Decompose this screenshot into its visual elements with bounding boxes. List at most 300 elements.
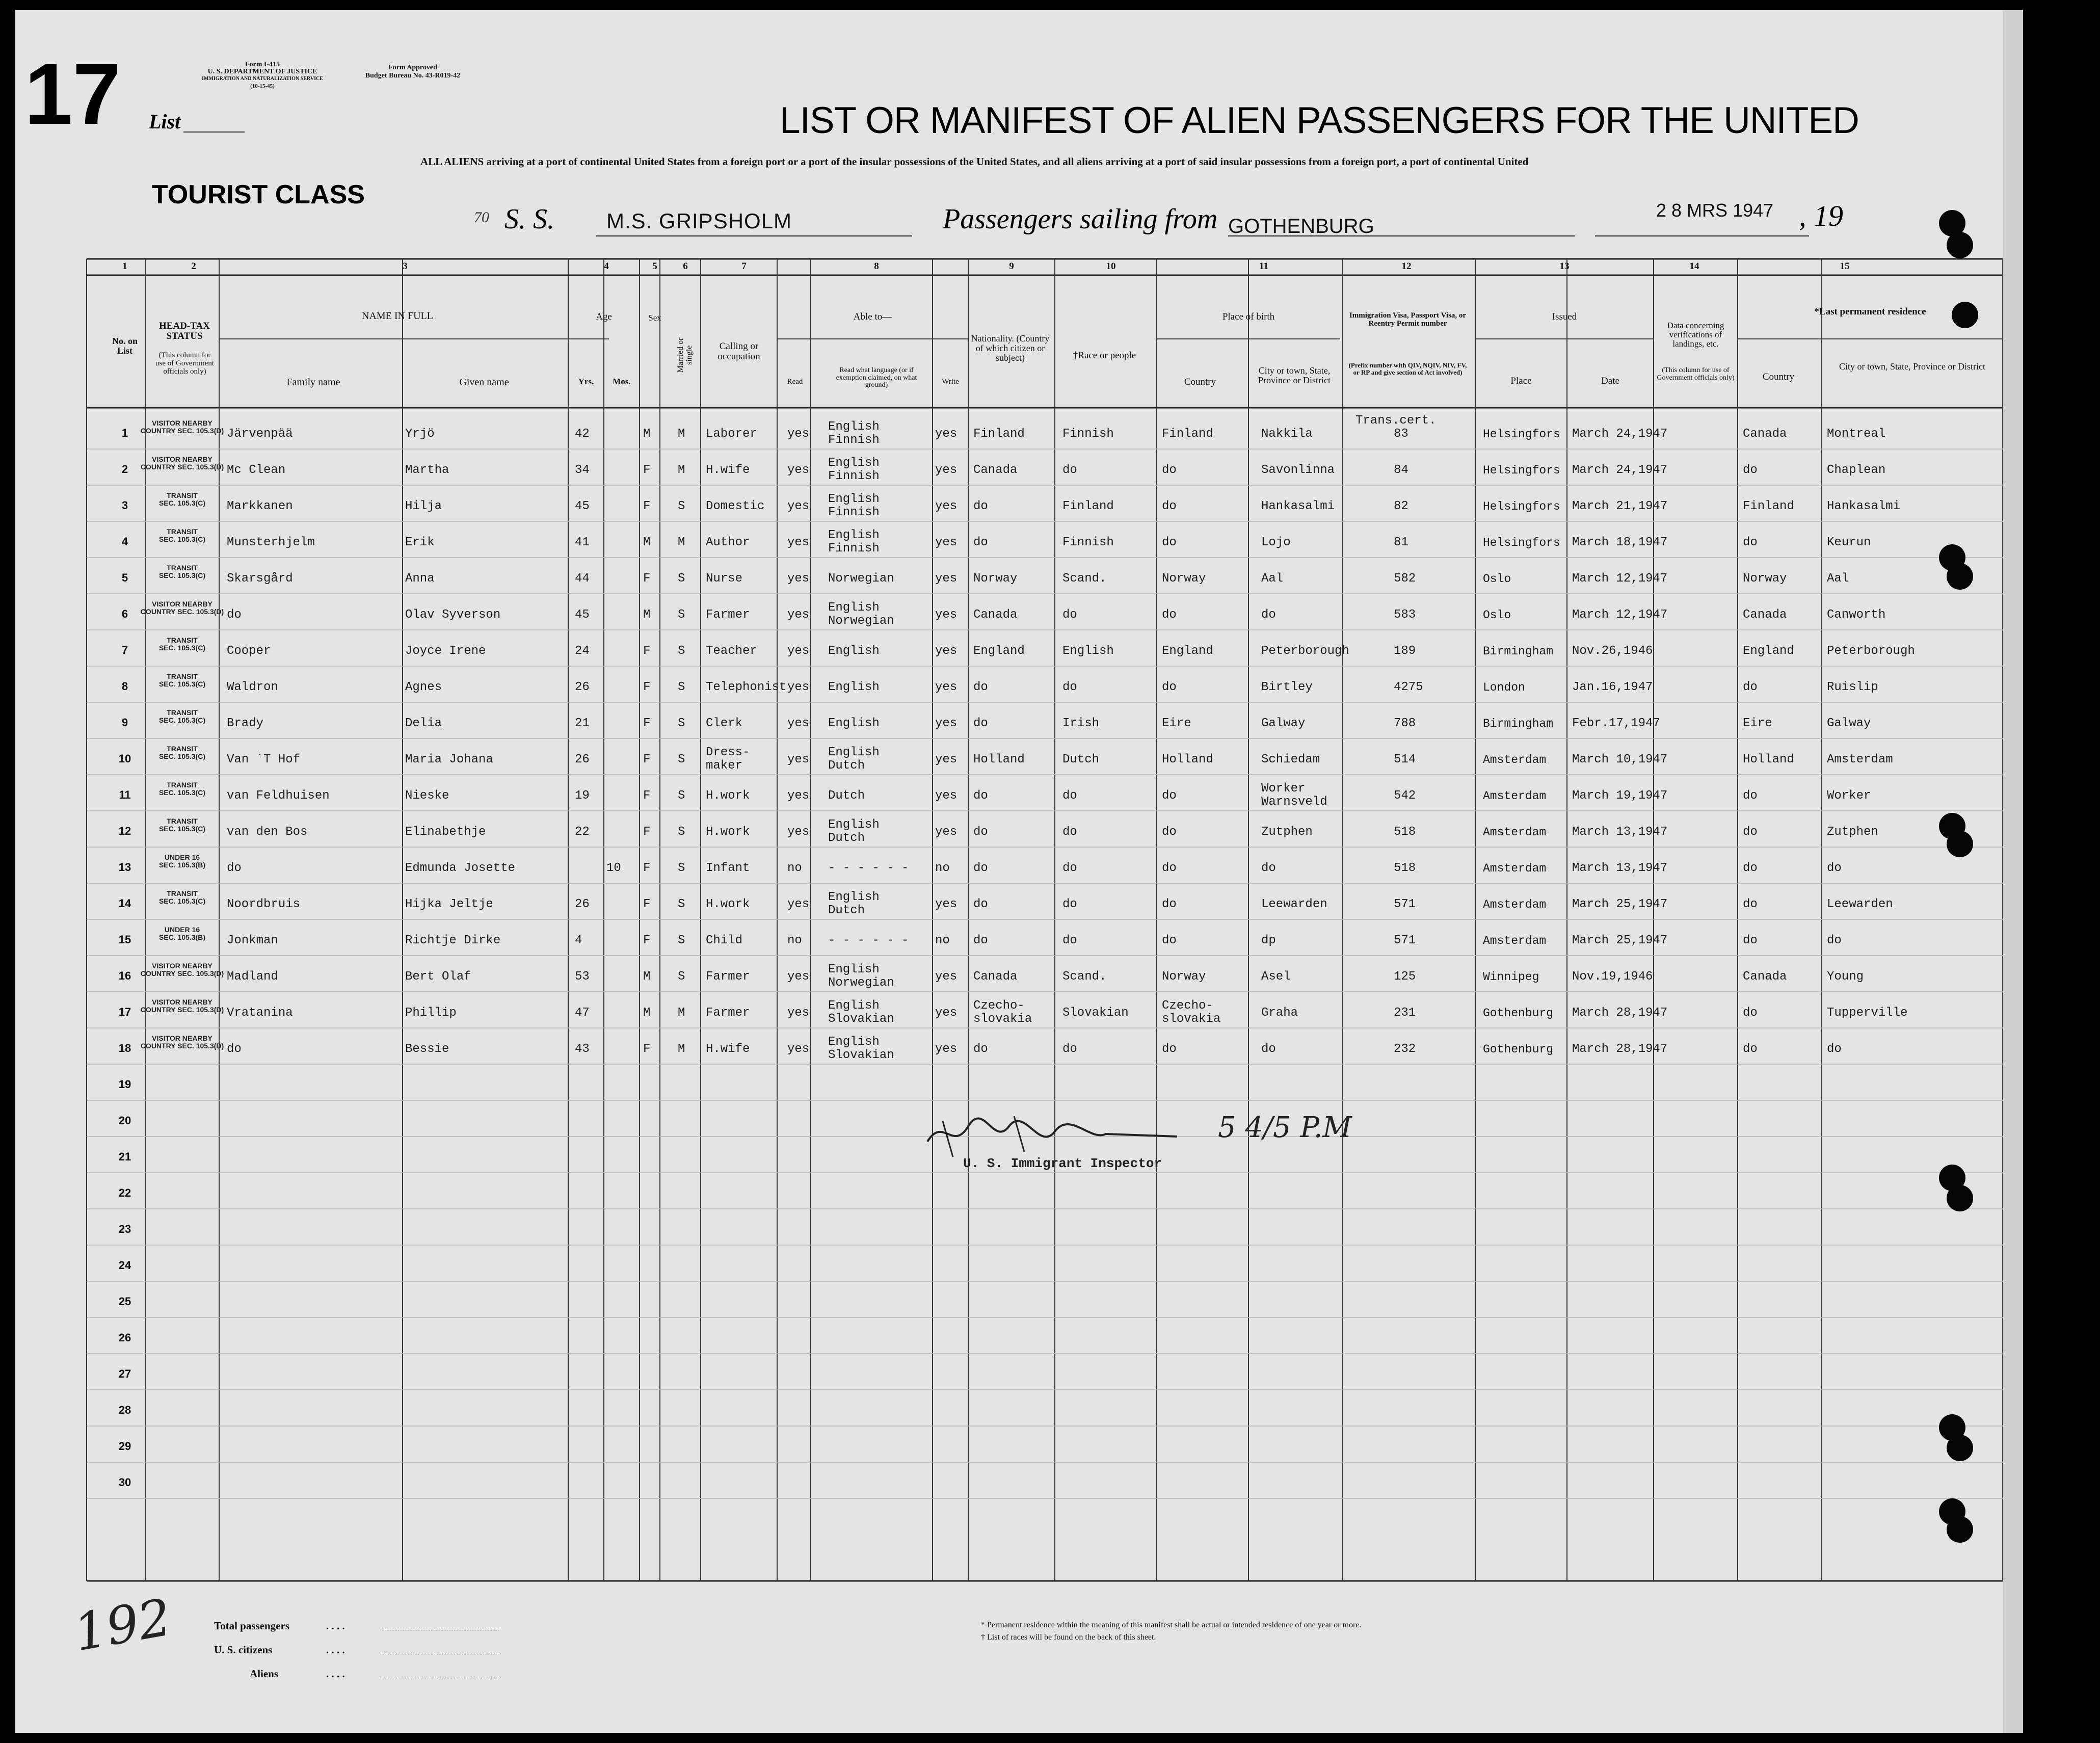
head-tax-stamp-line: TRANSIT <box>167 672 198 680</box>
marital-status: S <box>678 825 685 839</box>
age-years: 24 <box>575 644 590 658</box>
head-tax-stamp-line: COUNTRY SEC. 105.3(D) <box>140 1042 224 1050</box>
residence-city: Canworth <box>1827 608 1886 622</box>
head-tax-stamp-line: VISITOR NEARBY <box>152 998 212 1006</box>
issued-place: Amsterdam <box>1483 753 1547 767</box>
issued-place: Helsingfors <box>1483 536 1560 549</box>
given-name: Elinabethje <box>405 825 486 839</box>
nationality: do <box>973 789 988 803</box>
marital-status: S <box>678 717 685 730</box>
given-name: Bert Olaf <box>405 970 471 984</box>
us-citizens-dots: . . . . <box>326 1644 345 1656</box>
col-num-12: 12 <box>1401 261 1412 272</box>
race: Finland <box>1062 499 1114 513</box>
total-passengers-label: Total passengers <box>214 1620 289 1632</box>
age-years: 45 <box>575 499 590 513</box>
can-read: yes <box>787 1042 810 1056</box>
issued-date: March 19,1947 <box>1572 789 1668 803</box>
head-tax-stamp-line: SEC. 105.3(B) <box>158 861 206 869</box>
issued-date: March 12,1947 <box>1572 608 1668 622</box>
nationality: do <box>973 934 988 947</box>
col-num-2: 2 <box>191 261 196 272</box>
hdr-place-of-birth: Place of birth <box>1222 311 1275 322</box>
nationality: Canada <box>973 970 1018 984</box>
family-name: van den Bos <box>227 825 308 839</box>
issued-place: Amsterdam <box>1483 934 1547 947</box>
given-name: Anna <box>405 572 435 586</box>
col-num-8: 8 <box>874 261 879 272</box>
read-language-line: Norwegian <box>828 614 894 628</box>
col-num-1: 1 <box>122 261 127 272</box>
birth-country: do <box>1162 608 1177 622</box>
birth-country: do <box>1162 825 1177 839</box>
birth-country: Holland <box>1162 753 1213 767</box>
read-language <box>828 529 880 556</box>
head-tax-stamp-line: SEC. 105.3(C) <box>158 680 206 688</box>
row-number: 27 <box>118 1367 131 1380</box>
read-language-line: English <box>828 999 880 1013</box>
visa-number: 232 <box>1394 1042 1416 1056</box>
head-tax-stamp-line: UNDER 16 <box>164 853 200 861</box>
visa-number: 583 <box>1394 608 1416 622</box>
col-num-6: 6 <box>683 261 688 272</box>
birth-country: do <box>1162 499 1177 513</box>
issued-date: March 21,1947 <box>1572 499 1668 513</box>
family-name: Järvenpää <box>227 427 293 441</box>
visa-number: 125 <box>1394 970 1416 984</box>
issued-date: March 12,1947 <box>1572 572 1668 586</box>
read-language-line: English <box>828 963 880 976</box>
occupation: H.wife <box>706 463 750 477</box>
read-language-line: English <box>828 680 880 694</box>
row-number: 7 <box>121 644 128 656</box>
head-tax-stamp-line: VISITOR NEARBY <box>152 962 212 970</box>
birth-city: Nakkila <box>1261 427 1313 441</box>
row-number: 24 <box>118 1259 131 1272</box>
read-language-line: Dutch <box>828 904 865 917</box>
punch-hole <box>1947 232 1973 258</box>
residence-city: Young <box>1827 970 1864 984</box>
residence-country: Canada <box>1743 427 1787 441</box>
issued-place: Oslo <box>1483 609 1511 622</box>
marital-status: S <box>678 934 685 947</box>
family-name: Jonkman <box>227 934 278 947</box>
read-language-line: English <box>828 746 880 759</box>
can-read: yes <box>787 427 810 441</box>
residence-city: Leewarden <box>1827 897 1893 911</box>
race: do <box>1062 1042 1077 1056</box>
marital-status: S <box>678 789 685 803</box>
visa-number: 514 <box>1394 753 1416 767</box>
list-number: 17 <box>24 46 121 143</box>
birth-country: do <box>1162 789 1177 803</box>
marital-status: S <box>678 897 685 911</box>
can-write: yes <box>935 897 958 911</box>
read-language-line: Finnish <box>828 469 880 483</box>
birth-country: Eire <box>1162 717 1191 730</box>
occupation: H.work <box>706 789 750 803</box>
visa-number: 82 <box>1394 499 1408 513</box>
row-number: 6 <box>121 608 128 620</box>
hdr-able-to: Able to— <box>853 311 892 322</box>
read-language-line: Finnish <box>828 506 880 519</box>
visa-number: 84 <box>1394 463 1408 477</box>
head-tax-stamp <box>138 781 227 797</box>
head-tax-stamp-line: SEC. 105.3(C) <box>158 499 206 507</box>
hdr-mos: Mos. <box>613 377 631 386</box>
given-name: Phillip <box>405 1006 457 1020</box>
occupation: Nurse <box>706 572 743 586</box>
visa-number: 582 <box>1394 572 1416 586</box>
race: do <box>1062 861 1077 875</box>
head-tax-stamp <box>138 1035 227 1050</box>
head-tax-stamp <box>138 492 227 507</box>
occupation: Telephonist <box>706 680 787 694</box>
read-language-line: English <box>828 890 880 904</box>
nationality: do <box>973 536 988 549</box>
read-language <box>828 818 880 845</box>
sex: F <box>643 1042 651 1056</box>
residence-city: Aal <box>1827 572 1849 586</box>
residence-country: Norway <box>1743 572 1787 586</box>
hdr-family-name: Family name <box>286 377 340 388</box>
hdr-nationality: Nationality. (Country of which citizen or subject) <box>971 333 1050 363</box>
hdr-lr-country: Country <box>1762 372 1795 382</box>
head-tax-stamp <box>138 564 227 579</box>
age-years: 43 <box>575 1042 590 1056</box>
sex: F <box>643 789 651 803</box>
marital-status: S <box>678 608 685 622</box>
race: do <box>1062 608 1077 622</box>
sex: F <box>643 644 651 658</box>
nationality: Canada <box>973 608 1018 622</box>
sex: F <box>643 897 651 911</box>
head-tax-stamp <box>138 890 227 905</box>
read-language-line: English <box>828 456 880 470</box>
row-number: 21 <box>118 1150 131 1163</box>
hdr-place: Place <box>1510 376 1532 386</box>
read-language <box>828 963 894 990</box>
sex: F <box>643 717 651 730</box>
can-write: yes <box>935 463 958 477</box>
head-tax-stamp-line: TRANSIT <box>167 564 198 572</box>
issued-date: March 24,1947 <box>1572 463 1668 477</box>
footnote-residence: * Permanent residence within the meaning of this manifest shall be actual or intended residence of one year or more. <box>981 1621 1362 1629</box>
col-num-11: 11 <box>1259 261 1268 272</box>
nationality: do <box>973 499 988 513</box>
hdr-issued: Issued <box>1552 311 1577 322</box>
race: do <box>1062 897 1077 911</box>
read-language <box>828 934 909 947</box>
row-number: 1 <box>121 427 128 439</box>
can-read: yes <box>787 970 810 984</box>
head-tax-stamp-line: SEC. 105.3(C) <box>158 571 206 579</box>
manifest-subtitle: ALL ALIENS arriving at a port of continental United States from a foreign port or a port of the insular possessions of the United States, and all aliens arriving at a port of said insular possessions from a foreign port, a port of continental United <box>420 155 1529 168</box>
nationality: do <box>973 825 988 839</box>
row-number: 4 <box>121 535 128 548</box>
given-name: Bessie <box>405 1042 449 1056</box>
sex: F <box>643 572 651 586</box>
marital-status: M <box>678 536 685 549</box>
residence-country: do <box>1743 536 1758 549</box>
family-name: Madland <box>227 970 278 984</box>
birth-city: Zutphen <box>1261 825 1313 839</box>
head-tax-stamp <box>138 456 227 471</box>
read-language-line: English <box>828 818 880 832</box>
hdr-yrs: Yrs. <box>578 377 594 386</box>
birth-country: do <box>1162 897 1177 911</box>
read-language-line: English <box>828 492 880 506</box>
age-years: 41 <box>575 536 590 549</box>
visa-number: 81 <box>1394 536 1408 549</box>
birth-country: Norway <box>1162 970 1206 984</box>
punch-hole <box>1952 302 1978 328</box>
read-language <box>828 746 880 773</box>
age-years: 19 <box>575 789 590 803</box>
head-tax-stamp-line: SEC. 105.3(C) <box>158 788 206 797</box>
footnote-races: † List of races will be found on the back of this sheet. <box>981 1633 1156 1642</box>
age-years: 44 <box>575 572 590 586</box>
hdr-read: Read <box>787 378 803 386</box>
visa-number: 518 <box>1394 861 1416 875</box>
can-read: yes <box>787 463 810 477</box>
birth-country: do <box>1162 1042 1177 1056</box>
nationality: Czecho- slovakia <box>973 999 1032 1026</box>
can-read: yes <box>787 1006 810 1020</box>
read-language-line: - - - - - - <box>828 934 909 947</box>
form-id: Form I-415 <box>245 61 280 68</box>
can-write: yes <box>935 680 958 694</box>
read-language <box>828 572 894 586</box>
head-tax-stamp <box>138 600 227 616</box>
occupation: H.work <box>706 825 750 839</box>
residence-country: England <box>1743 644 1794 658</box>
class-label: TOURIST CLASS <box>152 180 365 209</box>
head-tax-stamp-line: SEC. 105.3(C) <box>158 752 206 760</box>
birth-city: Graha <box>1261 1006 1298 1020</box>
given-name: Joyce Irene <box>405 644 486 658</box>
occupation: Child <box>706 934 743 947</box>
residence-country: do <box>1743 861 1758 875</box>
race: Irish <box>1062 717 1100 730</box>
can-write: yes <box>935 427 958 441</box>
aliens-dots: . . . . <box>326 1668 345 1680</box>
birth-city: Schiedam <box>1261 753 1320 767</box>
sex: M <box>643 427 651 441</box>
given-name: Erik <box>405 536 435 549</box>
residence-city: Ruislip <box>1827 680 1878 694</box>
hdr-head-tax: HEAD-TAX STATUS <box>159 321 210 341</box>
head-tax-stamp-line: SEC. 105.3(C) <box>158 644 206 652</box>
nationality: Canada <box>973 463 1018 477</box>
given-name: Agnes <box>405 680 442 694</box>
us-citizens-label: U. S. citizens <box>214 1644 273 1656</box>
row-number: 11 <box>119 788 131 801</box>
age-years: 26 <box>575 753 590 767</box>
occupation: Farmer <box>706 1006 750 1020</box>
head-tax-stamp <box>138 528 227 543</box>
head-tax-stamp-line: TRANSIT <box>167 781 198 789</box>
issued-place: Birmingham <box>1483 717 1554 730</box>
head-tax-stamp-line: COUNTRY SEC. 105.3(D) <box>140 608 224 616</box>
row-number: 14 <box>118 897 131 910</box>
read-language-line: English <box>828 601 880 615</box>
row-number: 3 <box>121 499 128 512</box>
sex: F <box>643 753 651 767</box>
read-language-line: English <box>828 644 880 658</box>
age-years: 21 <box>575 717 590 730</box>
hdr-race: †Race or people <box>1073 350 1136 361</box>
residence-country: Holland <box>1743 753 1794 767</box>
residence-city: Montreal <box>1827 427 1886 441</box>
can-write: yes <box>935 499 958 513</box>
age-years: 47 <box>575 1006 590 1020</box>
given-name: Edmunda Josette <box>405 861 516 875</box>
marital-status: S <box>678 970 685 984</box>
residence-city: Tupperville <box>1827 1006 1908 1020</box>
inspector-signature <box>922 1106 1187 1162</box>
head-tax-stamp-line: COUNTRY SEC. 105.3(D) <box>140 427 224 435</box>
residence-country: do <box>1743 789 1758 803</box>
given-name: Maria Johana <box>405 753 493 767</box>
head-tax-stamp-line: VISITOR NEARBY <box>152 455 212 463</box>
sex: M <box>643 536 651 549</box>
nationality: Holland <box>973 753 1025 767</box>
age-years: 53 <box>575 970 590 984</box>
hdr-country: Country <box>1184 377 1216 387</box>
read-language-line: Norwegian <box>828 976 894 990</box>
hdr-data-concerning: Data concerning verifications of landings, etc. <box>1667 321 1724 349</box>
occupation: Dress- maker <box>706 746 750 773</box>
birth-city: Asel <box>1261 970 1291 984</box>
hdr-name-in-full: NAME IN FULL <box>362 310 433 322</box>
read-language <box>828 645 880 658</box>
birth-city: Worker Warnsveld <box>1261 782 1327 809</box>
hdr-write: Write <box>942 378 959 386</box>
can-write: yes <box>935 536 958 549</box>
handwritten-page-number: 192 <box>69 1587 176 1663</box>
age-years: 22 <box>575 825 590 839</box>
family-name: van Feldhuisen <box>227 789 330 803</box>
marital-status: M <box>678 1006 685 1020</box>
read-language <box>828 601 894 628</box>
issued-place: London <box>1483 681 1525 694</box>
birth-city: Hankasalmi <box>1261 499 1335 513</box>
marital-status: S <box>678 861 685 875</box>
issued-date: March 13,1947 <box>1572 861 1668 875</box>
read-language-line: Slovakian <box>828 1012 894 1026</box>
head-tax-stamp-line: TRANSIT <box>167 491 198 499</box>
punch-hole <box>1947 563 1973 590</box>
family-name: Mc Clean <box>227 463 286 477</box>
head-tax-stamp-line: TRANSIT <box>167 817 198 825</box>
residence-city: Galway <box>1827 717 1871 730</box>
family-name: Brady <box>227 717 264 730</box>
year-label: , 19 <box>1799 199 1843 232</box>
sex: F <box>643 463 651 477</box>
budget-number: Budget Bureau No. 43-R019-42 <box>365 72 461 80</box>
issued-place: Amsterdam <box>1483 898 1547 911</box>
residence-city: Worker <box>1827 789 1871 803</box>
inspector-time: 5 4/5 P.M <box>1218 1111 1352 1144</box>
issued-place: Amsterdam <box>1483 826 1547 839</box>
col-num-13: 13 <box>1559 261 1570 272</box>
punch-hole <box>1947 831 1973 857</box>
issued-date: March 18,1947 <box>1572 536 1668 549</box>
family-name: Munsterhjelm <box>227 536 315 549</box>
form-approved: Form Approved <box>388 64 437 71</box>
can-read: yes <box>787 680 810 694</box>
occupation: H.wife <box>706 1042 750 1056</box>
head-tax-stamp <box>138 817 227 833</box>
birth-city: Galway <box>1261 717 1306 730</box>
read-language-line: English <box>828 529 880 542</box>
race: English <box>1062 644 1114 658</box>
issued-place: Gothenburg <box>1483 1007 1554 1020</box>
issued-date: Nov.19,1946 <box>1572 970 1653 984</box>
age-years: 42 <box>575 427 590 441</box>
given-name: Olav Syverson <box>405 608 501 622</box>
head-tax-stamp-line: COUNTRY SEC. 105.3(D) <box>140 969 224 978</box>
residence-country: Canada <box>1743 608 1787 622</box>
row-number: 13 <box>118 861 131 874</box>
nationality: England <box>973 644 1025 658</box>
family-name: Cooper <box>227 644 271 658</box>
race: do <box>1062 934 1077 947</box>
total-passengers-dots: . . . . <box>326 1620 345 1632</box>
family-name: do <box>227 1042 242 1056</box>
residence-country: Canada <box>1743 970 1787 984</box>
sex: F <box>643 825 651 839</box>
birth-country: do <box>1162 536 1177 549</box>
row-number: 30 <box>118 1476 131 1489</box>
row-number: 15 <box>118 933 131 946</box>
row-number: 5 <box>121 571 128 584</box>
ship-name: M.S. GRIPSHOLM <box>606 209 792 233</box>
head-tax-stamp-line: VISITOR NEARBY <box>152 1034 212 1042</box>
inspector-label: U. S. Immigrant Inspector <box>963 1156 1162 1171</box>
given-name: Martha <box>405 463 449 477</box>
sailing-from: GOTHENBURG <box>1228 215 1374 237</box>
read-language-line: English <box>828 717 880 730</box>
read-language-line: Slovakian <box>828 1048 894 1062</box>
can-read: no <box>787 934 802 947</box>
row-number: 17 <box>118 1006 131 1018</box>
family-name: Vratanina <box>227 1006 293 1020</box>
read-language <box>828 862 909 875</box>
birth-city: do <box>1261 861 1276 875</box>
head-tax-stamp <box>138 962 227 978</box>
can-read: no <box>787 861 802 875</box>
can-read: yes <box>787 825 810 839</box>
nationality: Norway <box>973 572 1018 586</box>
hdr-sex: Sex <box>648 313 661 323</box>
col-num-15: 15 <box>1840 261 1850 272</box>
hdr-visa: Immigration Visa, Passport Visa, or Reentry Permit number <box>1349 311 1467 328</box>
visa-prefix: Trans.cert. <box>1355 414 1437 428</box>
head-tax-stamp-line: TRANSIT <box>167 708 198 717</box>
can-write: yes <box>935 789 958 803</box>
can-write: yes <box>935 608 958 622</box>
ship-prefix: 70 <box>474 209 489 226</box>
col-num-14: 14 <box>1689 261 1699 272</box>
issued-place: Helsingfors <box>1483 500 1560 513</box>
residence-city: Amsterdam <box>1827 753 1893 767</box>
birth-country: do <box>1162 861 1177 875</box>
hdr-lr-city: City or town, State, Province or District <box>1839 361 1985 372</box>
read-language-line: Norwegian <box>828 572 894 586</box>
head-tax-stamp-line: TRANSIT <box>167 527 198 536</box>
